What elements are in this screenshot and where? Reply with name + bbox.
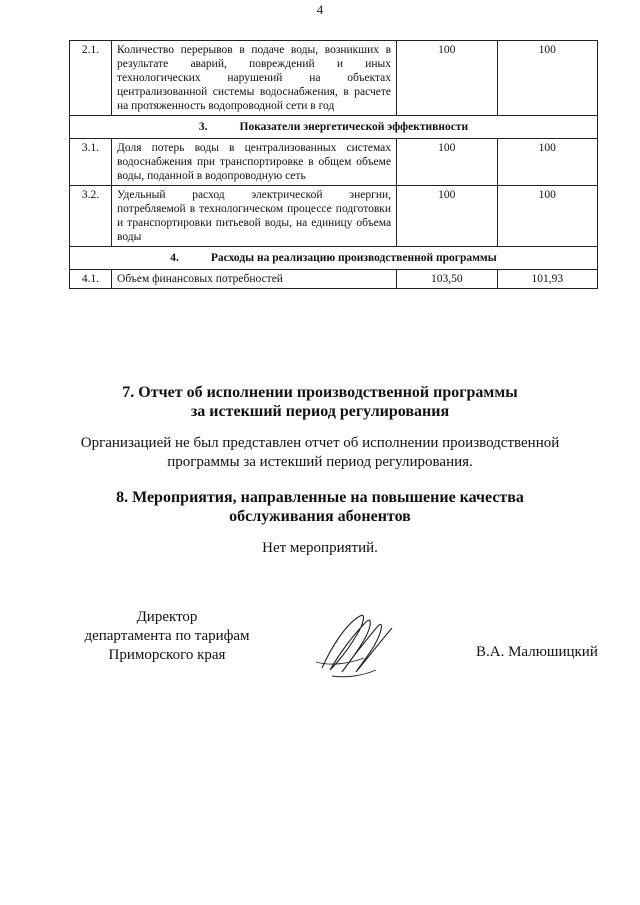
section-number: 3.	[198, 121, 208, 133]
section-number: 4.	[170, 252, 179, 264]
position-line2: департамента по тарифам	[84, 628, 250, 644]
section7-title-line2: за истекший период регулирования	[190, 403, 450, 420]
row-number: 3.2.	[70, 186, 112, 247]
table-row	[70, 139, 598, 186]
section7-text-line2: программы за истекший период регулирования.	[167, 454, 473, 470]
section8-title-line2: обслуживания абонентов	[229, 508, 411, 525]
indicator-value-1: 100	[397, 41, 497, 116]
indicator-description: Доля потерь воды в централизованных системах водоснабжения при транспортировке в общем объеме воды, поданной в водопроводную сеть	[112, 139, 397, 186]
indicator-description: Количество перерывов в подаче воды, возникших в результате аварий, повреждений и иных технологических нарушений на объектах централизованной системы водоснабжения, в расчете на протяженность водопроводной сети в год	[112, 41, 397, 116]
indicators-table	[69, 40, 598, 289]
section-title: Показатели энергетической эффективности	[239, 121, 469, 133]
indicator-value-1: 100	[397, 139, 497, 186]
row-number: 2.1.	[70, 41, 112, 116]
section-header-row	[70, 116, 598, 139]
indicator-value-2: 100	[497, 139, 597, 186]
indicator-value-1: 103,50	[397, 270, 497, 289]
indicator-value-2: 100	[497, 41, 597, 116]
section-title: Расходы на реализацию производственной программы	[210, 252, 497, 264]
page-number: 4	[316, 2, 324, 17]
indicator-description: Удельный расход электрической энергии, потребляемой в технологическом процессе подготовки и транспортировки питьевой воды, на единицу объема воды	[112, 186, 397, 247]
section7-title-line1: 7. Отчет об исполнении производственной программы	[122, 384, 518, 401]
section8-text: Нет мероприятий.	[262, 540, 378, 556]
handwritten-signature	[312, 606, 402, 686]
section8-title-line1: 8. Мероприятия, направленные на повышение качества	[116, 489, 524, 506]
indicator-value-2: 101,93	[497, 270, 597, 289]
section-header-cell	[70, 247, 598, 270]
section7-text-line1: Организацией не был представлен отчет об исполнении производственной	[80, 435, 560, 451]
table-row	[70, 186, 598, 247]
indicator-value-2: 100	[497, 186, 597, 247]
signatory-position	[72, 608, 262, 665]
signatory-name: В.А. Малюшицкий	[476, 644, 598, 660]
indicator-description: Объем финансовых потребностей	[112, 270, 397, 289]
table-row	[70, 270, 598, 289]
section-header-row	[70, 247, 598, 270]
section-header-cell	[70, 116, 598, 139]
position-line3: Приморского края	[108, 647, 226, 663]
row-number: 4.1.	[70, 270, 112, 289]
position-line1: Директор	[136, 609, 198, 625]
table-row	[70, 41, 598, 116]
indicator-value-1: 100	[397, 186, 497, 247]
row-number: 3.1.	[70, 139, 112, 186]
